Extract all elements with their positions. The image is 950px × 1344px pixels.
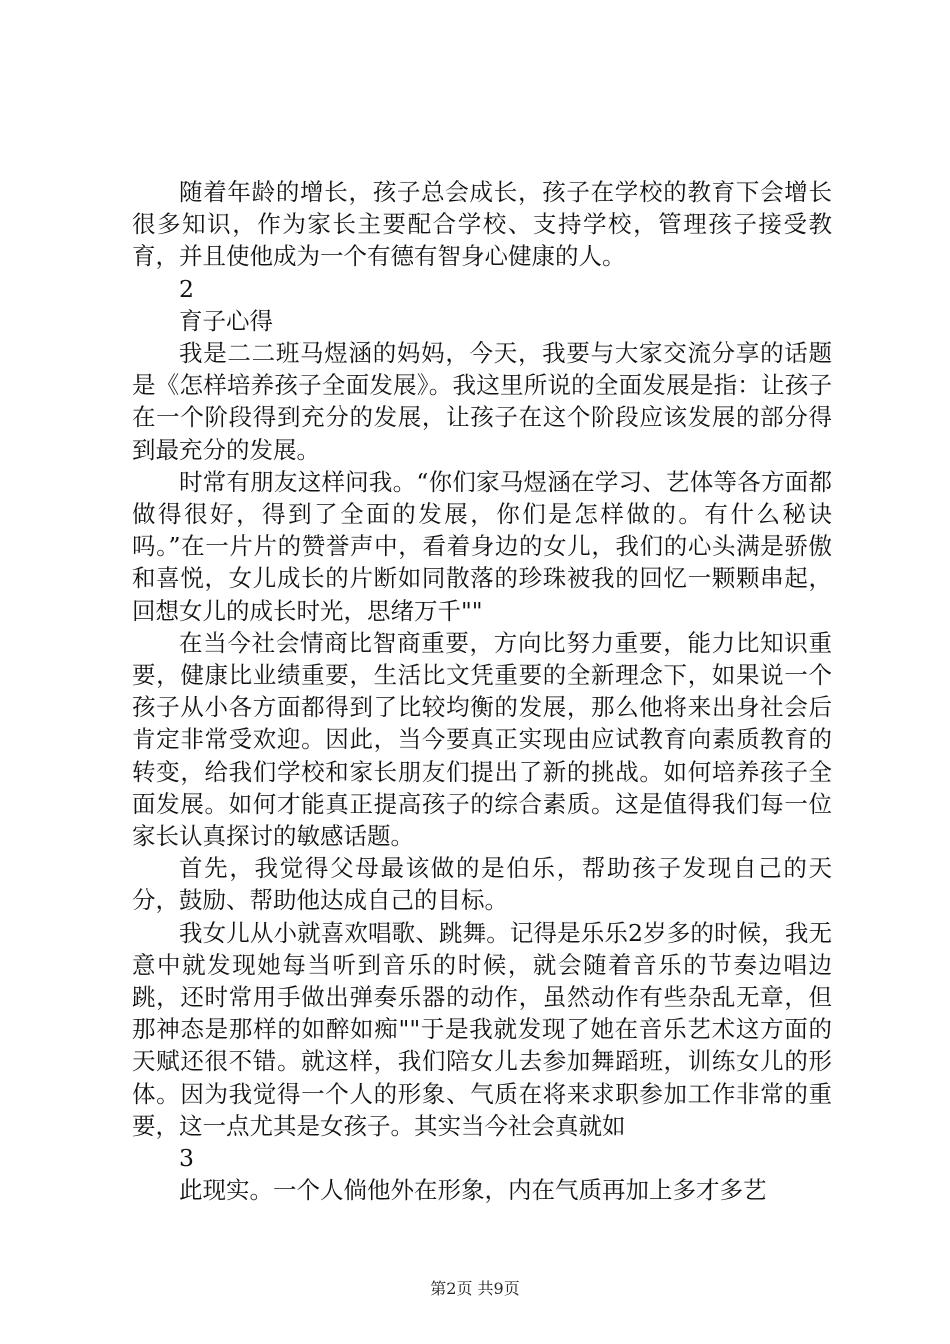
page-marker-2: 2 [179,274,194,303]
paragraph-intro: 随着年龄的增长，孩子总会成长，孩子在学校的教育下会增长很多知识，作为家长主要配合学校、支持学校，管理孩子接受教育，并且使他成为一个有德有智身心健康的人。 [132,178,832,271]
paragraph-friends-question: 时常有朋友这样问我。“你们家马煜涵在学习、艺体等各方面都做得很好，得到了全面的发展，你们是怎样做的。有什么秘诀吗。”在一片片的赞誉声中，看着身边的女儿，我们的心头满是骄傲和喜悦，女儿成长的片断如同散落的珍珠被我的回忆一颗颗串起，回想女儿的成长时光，思绪万千"" [132,467,832,625]
section-title: 育子心得 [179,306,273,335]
page-footer: 第2页 共9页 [430,1279,520,1298]
paragraph-daughter-dance: 我女儿从小就喜欢唱歌、跳舞。记得是乐乐2岁多的时候，我无意中就发现她每当听到音乐的时候，就会随着音乐的节奏边唱边跳，还时常用手做出弹奏乐器的动作，虽然动作有些杂乱无章，但那神态是那样的如醉如痴""于是我就发现了她在音乐艺术这方面的天赋还很不错。就这样，我们陪女儿去参加舞蹈班，训练女儿的形体。因为我觉得一个人的形象、气质在将来求职参加工作非常的重要，这一点尤其是女孩子。其实当今社会真就如 [132,918,832,1140]
paragraph-first-point: 首先，我觉得父母最该做的是伯乐，帮助孩子发现自己的天分，鼓励、帮助他达成自己的目标。 [132,854,832,915]
paragraph-continuation: 此现实。一个人倘他外在形象，内在气质再加上多才多艺 [179,1176,767,1205]
document-body [132,176,832,1207]
paragraph-modern-society: 在当今社会情商比智商重要，方向比努力重要，能力比知识重要，健康比业绩重要，生活比文凭重要的全新理念下，如果说一个孩子从小各方面都得到了比较均衡的发展，那么他将来出身社会后肯定非常受欢迎。因此，当今要真正实现由应试教育向素质教育的转变，给我们学校和家长朋友们提出了新的挑战。如何培养孩子全面发展。如何才能真正提高孩子的综合素质。这是值得我们每一位家长认真探讨的敏感话题。 [132,628,832,851]
page-marker-3: 3 [179,1144,194,1173]
paragraph-self-intro: 我是二二班马煜涵的妈妈，今天，我要与大家交流分享的话题是《怎样培养孩子全面发展》。我这里所说的全面发展是指：让孩子在一个阶段得到充分的发展，让孩子在这个阶段应该发展的部分得到最充分的发展。 [132,339,832,464]
